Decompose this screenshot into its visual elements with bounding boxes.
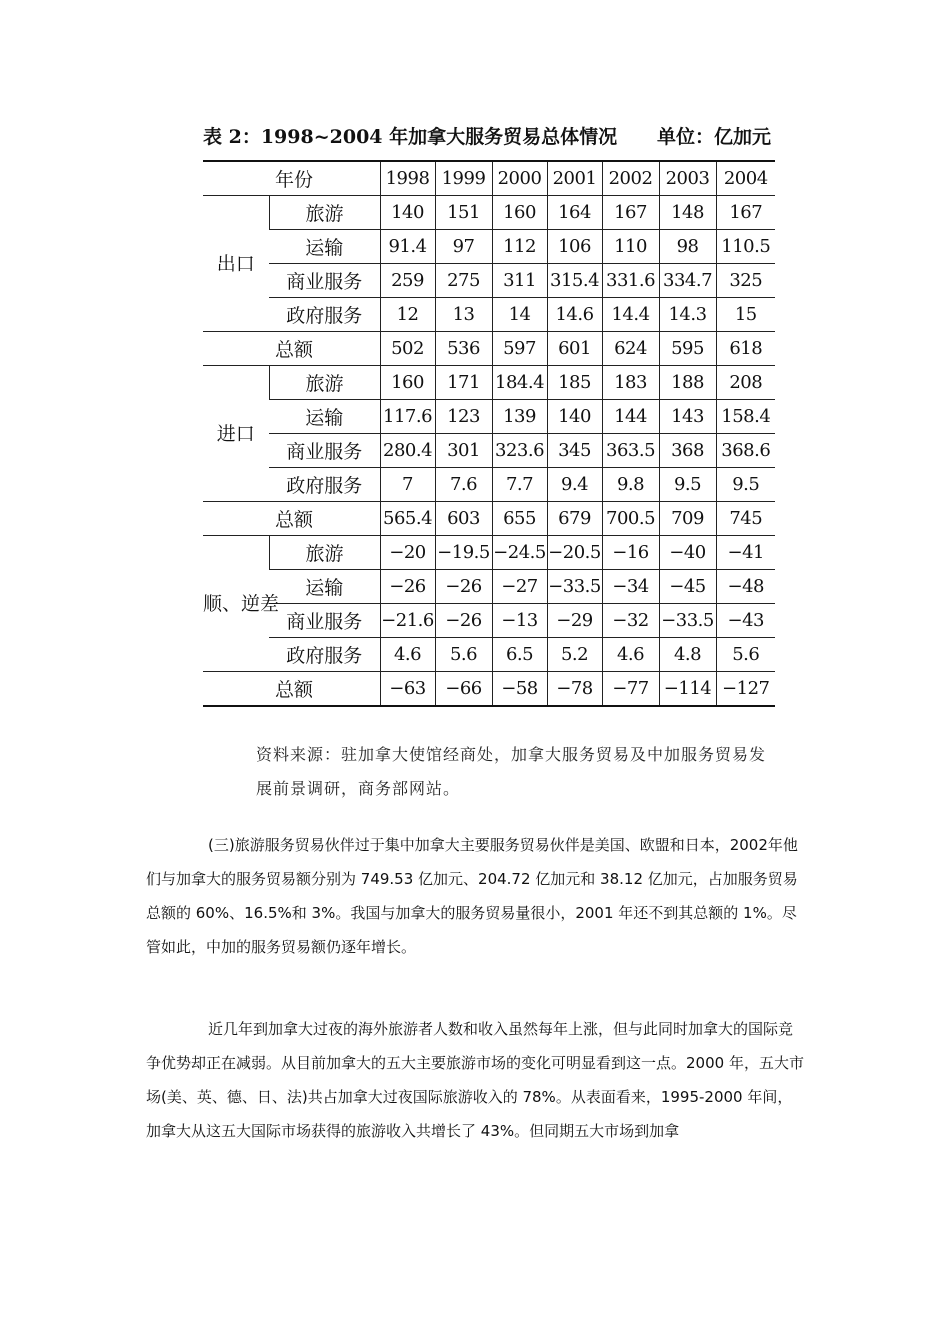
value-cell: 345 (547, 434, 602, 468)
value-cell: −21.6 (380, 604, 435, 638)
total-label: 总额 (203, 332, 380, 366)
table-row (203, 230, 775, 264)
total-row (203, 502, 775, 536)
value-cell: 13 (435, 298, 492, 332)
value-cell: −34 (602, 570, 659, 604)
value-cell: 140 (547, 400, 602, 434)
value-cell: −24.5 (492, 536, 547, 570)
year-cell: 2001 (547, 161, 602, 196)
value-cell: −16 (602, 536, 659, 570)
table-row (203, 196, 775, 230)
total-value-cell: −114 (659, 672, 716, 707)
year-cell: 2002 (602, 161, 659, 196)
value-cell: 14 (492, 298, 547, 332)
value-cell: 334.7 (659, 264, 716, 298)
value-cell: 184.4 (492, 366, 547, 400)
value-cell: 139 (492, 400, 547, 434)
value-cell: 368 (659, 434, 716, 468)
value-cell: 6.5 (492, 638, 547, 672)
table-row (203, 468, 775, 502)
group-label: 进口 (203, 366, 269, 502)
value-cell: 110 (602, 230, 659, 264)
row-label: 政府服务 (269, 298, 380, 332)
total-row (203, 332, 775, 366)
year-cell: 1999 (435, 161, 492, 196)
value-cell: 123 (435, 400, 492, 434)
group-label: 出口 (203, 196, 269, 332)
total-value-cell: 601 (547, 332, 602, 366)
row-label: 运输 (269, 230, 380, 264)
value-cell: 140 (380, 196, 435, 230)
value-cell: 110.5 (716, 230, 775, 264)
table-body (203, 161, 775, 706)
value-cell: −26 (435, 604, 492, 638)
value-cell: −26 (435, 570, 492, 604)
total-value-cell: 679 (547, 502, 602, 536)
table-source-note: 资料来源：驻加拿大使馆经商处，加拿大服务贸易及中加服务贸易发展前景调研，商务部网站。 (256, 745, 767, 798)
table-row (203, 536, 775, 570)
table-row (203, 570, 775, 604)
value-cell: 188 (659, 366, 716, 400)
value-cell: −43 (716, 604, 775, 638)
row-label: 商业服务 (269, 604, 380, 638)
value-cell: 7 (380, 468, 435, 502)
group-label: 顺、逆差 (203, 536, 269, 672)
value-cell: 12 (380, 298, 435, 332)
value-cell: −33.5 (659, 604, 716, 638)
table-row (203, 298, 775, 332)
total-label: 总额 (203, 502, 380, 536)
value-cell: −20 (380, 536, 435, 570)
value-cell: 164 (547, 196, 602, 230)
table-row (203, 434, 775, 468)
value-cell: −26 (380, 570, 435, 604)
total-value-cell: −58 (492, 672, 547, 707)
value-cell: 112 (492, 230, 547, 264)
value-cell: 9.5 (659, 468, 716, 502)
value-cell: 14.4 (602, 298, 659, 332)
row-label: 旅游 (269, 366, 380, 400)
value-cell: 144 (602, 400, 659, 434)
table-row (203, 366, 775, 400)
row-label: 商业服务 (269, 434, 380, 468)
total-label: 总额 (203, 672, 380, 707)
value-cell: 4.6 (380, 638, 435, 672)
value-cell: 5.6 (716, 638, 775, 672)
value-cell: 275 (435, 264, 492, 298)
total-value-cell: 745 (716, 502, 775, 536)
value-cell: 363.5 (602, 434, 659, 468)
value-cell: −40 (659, 536, 716, 570)
value-cell: 167 (716, 196, 775, 230)
total-value-cell: −77 (602, 672, 659, 707)
body-paragraph-2 (146, 1012, 806, 1148)
year-cell: 1998 (380, 161, 435, 196)
row-label: 政府服务 (269, 468, 380, 502)
value-cell: 368.6 (716, 434, 775, 468)
total-value-cell: −63 (380, 672, 435, 707)
value-cell: 106 (547, 230, 602, 264)
value-cell: 7.6 (435, 468, 492, 502)
value-cell: 98 (659, 230, 716, 264)
total-value-cell: 709 (659, 502, 716, 536)
value-cell: −33.5 (547, 570, 602, 604)
value-cell: 183 (602, 366, 659, 400)
value-cell: 185 (547, 366, 602, 400)
year-header: 年份 (275, 169, 314, 191)
value-cell: 5.2 (547, 638, 602, 672)
value-cell: −13 (492, 604, 547, 638)
value-cell: −45 (659, 570, 716, 604)
value-cell: 160 (492, 196, 547, 230)
total-value-cell: 597 (492, 332, 547, 366)
value-cell: −32 (602, 604, 659, 638)
table-row (203, 400, 775, 434)
value-cell: 5.6 (435, 638, 492, 672)
value-cell: −27 (492, 570, 547, 604)
value-cell: 148 (659, 196, 716, 230)
value-cell: 9.4 (547, 468, 602, 502)
year-cell: 2000 (492, 161, 547, 196)
body-paragraph-1 (146, 828, 806, 964)
value-cell: 7.7 (492, 468, 547, 502)
total-value-cell: −66 (435, 672, 492, 707)
value-cell: 14.6 (547, 298, 602, 332)
header-row (203, 161, 775, 196)
value-cell: 14.3 (659, 298, 716, 332)
value-cell: −48 (716, 570, 775, 604)
value-cell: 15 (716, 298, 775, 332)
value-cell: −19.5 (435, 536, 492, 570)
paragraph-text: 近几年到加拿大过夜的海外旅游者人数和收入虽然每年上涨，但与此同时加拿大的国际竞争优势却正在减弱。从目前加拿大的五大主要旅游市场的变化可明显看到这一点。2000 年，五大市场(美、英、德、日、法)共占加拿大过夜国际旅游收入的 78%。从表面看来，1995-2000 年间，加拿大从这五大国际市场获得的旅游收入共增长了 43%。但同期五大市场到加拿 (146, 1020, 804, 1140)
value-cell: 301 (435, 434, 492, 468)
value-cell: 151 (435, 196, 492, 230)
table-caption (203, 122, 775, 149)
year-cell: 2003 (659, 161, 716, 196)
value-cell: 315.4 (547, 264, 602, 298)
total-value-cell: 595 (659, 332, 716, 366)
value-cell: 208 (716, 366, 775, 400)
row-label: 政府服务 (269, 638, 380, 672)
value-cell: 143 (659, 400, 716, 434)
value-cell: 160 (380, 366, 435, 400)
row-label: 旅游 (269, 196, 380, 230)
total-value-cell: −127 (716, 672, 775, 707)
value-cell: −20.5 (547, 536, 602, 570)
value-cell: 117.6 (380, 400, 435, 434)
row-label: 旅游 (269, 536, 380, 570)
value-cell: 331.6 (602, 264, 659, 298)
value-cell: 280.4 (380, 434, 435, 468)
value-cell: 9.8 (602, 468, 659, 502)
value-cell: 158.4 (716, 400, 775, 434)
total-value-cell: 700.5 (602, 502, 659, 536)
total-value-cell: 655 (492, 502, 547, 536)
total-value-cell: −78 (547, 672, 602, 707)
row-label: 运输 (269, 400, 380, 434)
row-label: 运输 (269, 570, 380, 604)
total-row (203, 672, 775, 707)
value-cell: 91.4 (380, 230, 435, 264)
total-value-cell: 502 (380, 332, 435, 366)
value-cell: 259 (380, 264, 435, 298)
row-label: 商业服务 (269, 264, 380, 298)
value-cell: −41 (716, 536, 775, 570)
table-row (203, 604, 775, 638)
table-row (203, 638, 775, 672)
value-cell: 171 (435, 366, 492, 400)
paragraph-text: (三)旅游服务贸易伙伴过于集中加拿大主要服务贸易伙伴是美国、欧盟和日本，2002年他们与加拿大的服务贸易额分别为 749.53 亿加元、204.72 亿加元和 38.12 亿加元，占加服务贸易总额的 60%、16.5%和 3%。我国与加拿大的服务贸易量很小，2001 年还不到其总额的 1%。尽管如此，中加的服务贸易额仍逐年增长。 (146, 836, 798, 956)
value-cell: 323.6 (492, 434, 547, 468)
value-cell: 4.8 (659, 638, 716, 672)
value-cell: 311 (492, 264, 547, 298)
value-cell: −29 (547, 604, 602, 638)
value-cell: 167 (602, 196, 659, 230)
value-cell: 9.5 (716, 468, 775, 502)
value-cell: 4.6 (602, 638, 659, 672)
value-cell: 325 (716, 264, 775, 298)
table-title: 表 2：1998~2004 年加拿大服务贸易总体情况 (203, 126, 618, 148)
total-value-cell: 603 (435, 502, 492, 536)
table-unit: 单位：亿加元 (656, 126, 771, 148)
year-cell: 2004 (716, 161, 775, 196)
total-value-cell: 536 (435, 332, 492, 366)
trade-table (203, 160, 775, 707)
total-value-cell: 618 (716, 332, 775, 366)
value-cell: 97 (435, 230, 492, 264)
table-row (203, 264, 775, 298)
total-value-cell: 565.4 (380, 502, 435, 536)
total-value-cell: 624 (602, 332, 659, 366)
